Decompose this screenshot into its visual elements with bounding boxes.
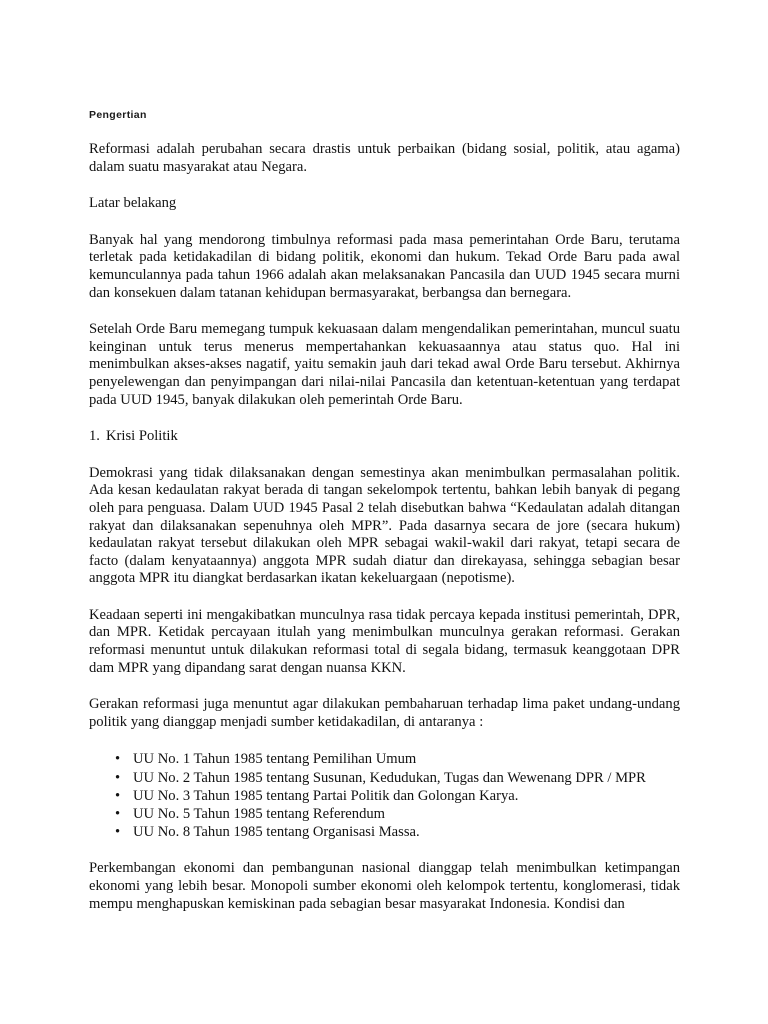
list-item (89, 787, 680, 805)
list-item (89, 823, 680, 841)
paragraph-krisis-3: Gerakan reformasi juga menuntut agar dilakukan pembaharuan terhadap lima paket undang-undang politik yang dianggap menjadi sumber ketidakadilan, di antaranya : (89, 696, 680, 730)
bullet-icon: • (115, 806, 121, 823)
bullet-icon: • (115, 824, 121, 841)
section-heading-krisis-politik (89, 428, 680, 446)
list-item-label: UU No. 5 Tahun 1985 tentang Referendum (133, 806, 386, 823)
bullet-icon: • (115, 769, 121, 786)
heading-latar-belakang: Latar belakang (89, 195, 177, 212)
heading-pengertian: Pengertian (89, 109, 147, 121)
list-item-label: UU No. 2 Tahun 1985 tentang Susunan, Kedudukan, Tugas dan Wewenang DPR / MPR (133, 769, 646, 786)
list-item (89, 750, 680, 768)
list-item-label: UU No. 1 Tahun 1985 tentang Pemilihan Umum (133, 751, 417, 768)
paragraph-closing: Perkembangan ekonomi dan pembangunan nasional dianggap telah menimbulkan ketimpangan ekonomi yang lebih besar. Monopoli sumber ekonomi oleh kelompok tertentu, konglomerasi, tidak mempu menghapuskan kemiskinan pada sebagian besar masyarakat Indonesia. Kondisi dan (89, 860, 680, 912)
paragraph-krisis-1: Demokrasi yang tidak dilaksanakan dengan semestinya akan menimbulkan permasalahan politik. Ada kesan kedaulatan rakyat berada di tangan sekelompok tertentu, bahkan lebih banyak di pegang oleh para penguasa. Dalam UUD 1945 Pasal 2 telah disebutkan bahwa “Kedaulatan adalah ditangan rakyat dan dilaksanakan sepenuhnya oleh MPR”. Pada dasarnya secara de jore (secara hukum) kedaulatan rakyat tersebut dilakukan oleh MPR sebagai wakil-wakil dari rakyat, tetapi secara de facto (dalam kenyataannya) anggota MPR sudah diatur dan direkayasa, sehingga sebagian besar anggota MPR itu diangkat berdasarkan ikatan kekeluargaan (nepotisme). (89, 464, 680, 587)
paragraph-latar-belakang-2: Setelah Orde Baru memegang tumpuk kekuasaan dalam mengendalikan pemerintahan, muncul suatu keinginan untuk terus menerus mempertahankan kekuasaannya atau status quo. Hal ini menimbulkan akses-akses nagatif, yaitu semakin jauh dari tekad awal Orde Baru tersebut. Akhirnya penyelewengan dan penyimpangan dari nilai-nilai Pancasila dan ketentuan-ketentuan yang terdapat pada UUD 1945, banyak dilakukan oleh pemerintah Orde Baru. (89, 321, 680, 408)
paragraph-latar-belakang-1: Banyak hal yang mendorong timbulnya reformasi pada masa pemerintahan Orde Baru, terutama terletak pada ketidakadilan di bidang politik, ekonomi dan hukum. Tekad Orde Baru pada awal kemunculannya pada tahun 1966 adalah akan melaksanakan Pancasila dan UUD 1945 secara murni dan konsekuen dalam tatanan kehidupan bermasyarakat, berbangsa dan bernegara. (89, 231, 680, 301)
list-item (89, 769, 680, 787)
section-number: 1. (89, 428, 100, 445)
list-item-label: UU No. 3 Tahun 1985 tentang Partai Politik dan Golongan Karya. (133, 787, 519, 804)
section-title-krisis-politik: Krisi Politik (106, 428, 178, 445)
bullet-icon: • (115, 787, 121, 804)
paragraph-pengertian-body: Reformasi adalah perubahan secara drastis untuk perbaikan (bidang sosial, politik, atau agama) dalam suatu masyarakat atau Negara. (89, 141, 680, 175)
uu-list (89, 750, 680, 841)
list-item-label: UU No. 8 Tahun 1985 tentang Organisasi Massa. (133, 824, 420, 841)
paragraph-krisis-2: Keadaan seperti ini mengakibatkan munculnya rasa tidak percaya kepada institusi pemerintah, DPR, dan MPR. Ketidak percayaan itulah yang menimbulkan munculnya gerakan reformasi. Gerakan reformasi menuntut untuk dilakukan reformasi total di segala bidang, termasuk keanggotaan DPR dam MPR yang dipandang sarat dengan nuansa KKN. (89, 606, 680, 676)
bullet-icon: • (115, 751, 121, 768)
list-item (89, 805, 680, 823)
